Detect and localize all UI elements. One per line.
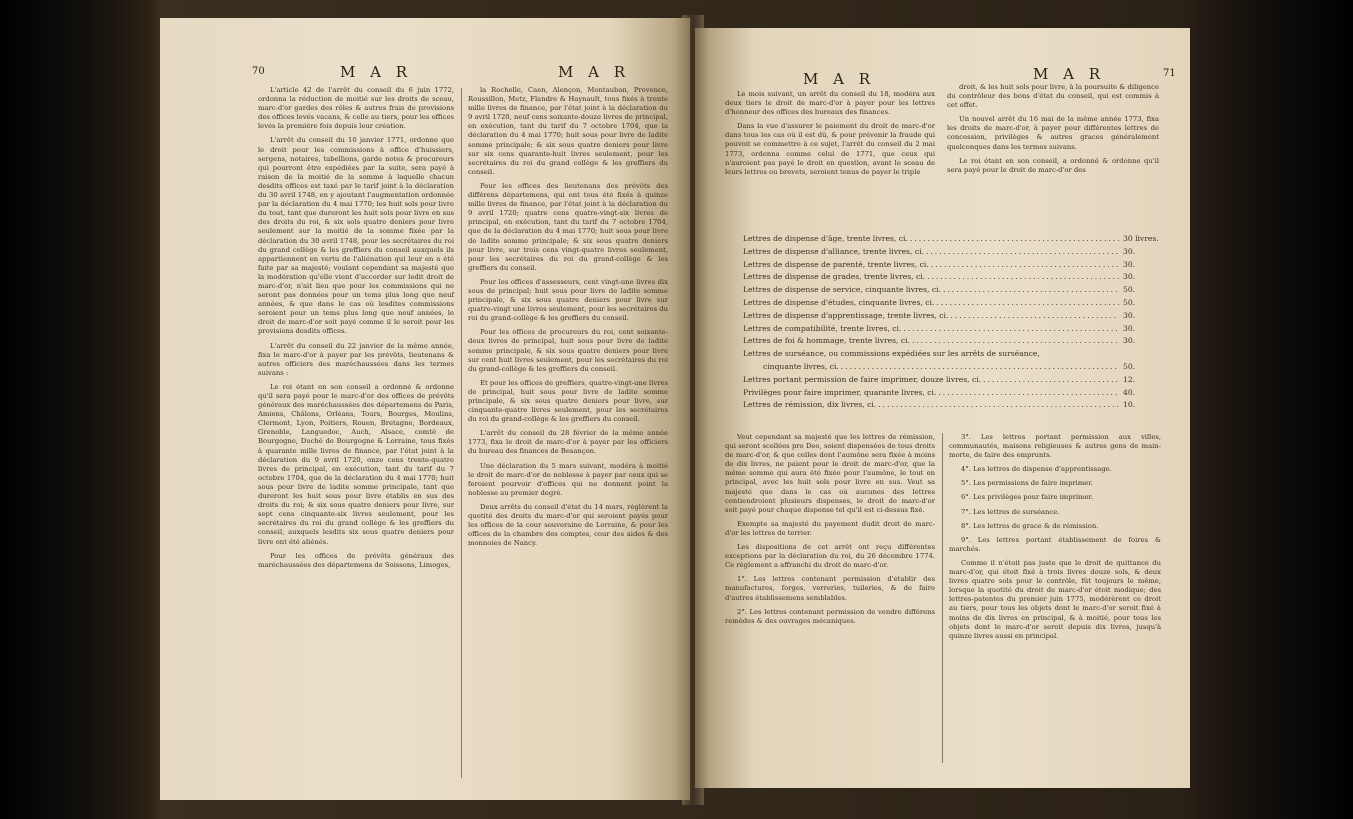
paragraph: Et pour les offices de greffiers, quatre-vingt-une livres de principal, huit sous pour livre de ladite somme principale, & six sous quatre deniers pour livre, sur cinquante-quatre livres seulement, pour les secrétaires du roi du grand-collège & les greffiers du conseil. [468, 378, 668, 424]
fee-table [743, 233, 1163, 412]
paragraph: L'arrêt du conseil du 10 janvier 1771, ordonne que le droit pour les commissions à office d'huissiers, sergens, notaires, tabellions, garde notes & procureurs qui pourront être expédiées par la suite, sera payé à raison de la moitié de la somme à laquelle chacun desdits offices est taxé par le tarif joint à la déclaration du 30 avril 1748, en y ajoutant l'augmentation ordonnée par la déclaration du 4 mai 1770; les huit sols pour livre du tout, tant que dureront les huit sols pour livre en sus des droits du roi, & six sols quatre deniers pour livre seulement sur la moitié de la somme fixée par la déclaration du 30 avril 1748, pour les secrétaires du roi du grand collège & les greffiers du conseil auxquels ils appartiennent en vertu de l'aliénation qui leur en a été faite par sa majesté; voulant cependant sa majesté que la modération qu'elle vient d'accorder sur ledit droit de marc-d'or, n'ait lieu que pour les commissions qui ne seront pas données pour un tems plus long que neuf années, & que dans le cas où lesdites commissions seroient pour un tems plus long que neuf années, le droit de marc-d'or soit payé comme il le seroit pour les provisions desdits offices. [258, 136, 454, 336]
paragraph: L'arrêt du conseil du 28 février de la même année 1773, fixa le droit de marc-d'or à payer par les officiers du bureau des finances de Besançon. [468, 429, 668, 456]
page-number: 71 [1163, 68, 1176, 79]
fee-value: 30. [1123, 323, 1136, 333]
paragraph: 7°. Les lettres de surséance. [961, 507, 1060, 516]
fee-label: Lettres de surséance, ou commissions expédiées sur les arrêts de surséance, [743, 349, 1040, 359]
fee-row [743, 310, 1163, 323]
fee-value: 50. [1123, 297, 1136, 307]
fee-value: 30. [1123, 310, 1136, 320]
fee-value: 10. [1123, 400, 1136, 410]
running-head: M A R [558, 63, 631, 81]
paragraph: Le mois suivant, un arrêt du conseil du 18, modéra aux deux tiers le droit de marc-d'or à payer pour les lettres d'honneur des offices des bureaux des finances. [725, 90, 935, 117]
paragraph: Dans la vue d'assurer le paiement du droit de marc-d'or dans tous les cas où il est dû, & pour prévenir la fraude qui pouvoit se commettre à ce sujet, l'arrêt du conseil du 2 mai 1773, ordonna comme celui de 1771, que ceux qui n'auroient pas payé le droit en question, avant le sceau de leurs lettres ou brevets, seroient tenus de payer le triple [725, 122, 935, 176]
paragraph: Exempte sa majesté du payement dudit droit de marc-d'or les lettres de terrier. [725, 519, 935, 537]
paragraph: Pour les offices d'assesseurs, cent vingt-une livres dix sous de principal; huit sous pour livre de ladite somme principale, & six sous quatre deniers pour livre sur quatre-vingt une livres seulement, pour les secrétaires du roi du grand-collège & les greffiers du conseil. [468, 277, 669, 323]
right-page [695, 28, 1190, 788]
fee-label: Lettres de foi & hommage, trente livres, ci [743, 336, 908, 346]
text-column [947, 83, 1159, 228]
fee-value: 30. [1123, 336, 1136, 346]
fee-value: 30 livres. [1123, 234, 1159, 243]
running-head: M A R [803, 70, 876, 88]
fee-label: Lettres de rémission, dix livres, ci [743, 400, 874, 410]
running-head: M A R [1033, 65, 1106, 83]
paragraph: Le roi étant en son conseil a ordonné & ordonne qu'il sera payé pour le marc-d'or des offices de prévôts généraux des maréchaussées des départemens de Paris, Amiens, Châlons, Orléans, Tours, Bourges, Moulins, Clermont, Lyon, Poitiers, Rouen, Bretagne, Bordeaux, Grenoble, Languedoc, Auch, Alsace, comté de Bourgogne, Duché de Bourgogne & Lorraine, tous fixés à quarante mille livres de finance, par l'état joint à la déclaration du 9 avril 1720, onze cens trente-quatre livres de principal, en exécution, tant du tarif du 7 octobre 1704, que de la déclaration du 4 mai 1770; huit sous pour livre de ladite somme principale, tant que dureront les huit sous pour livre établis en sus des droits du roi; & six sous quatre deniers pour livre, sur sept cens cinquante-six livres seulement, pour les secrétaires du roi du grand collège & les greffiers du conseil, auxquels lesdits six sous quatre deniers pour livre ont été aliénés. [258, 382, 454, 546]
paragraph: L'article 42 de l'arrêt du conseil du 6 juin 1772, ordonna la réduction de moitié sur les droits de sceau, marc-d'or gardes des rôles & autres frais de provisions des offices levés vacans, & celle au tiers, pour les offices levés la première fois depuis leur création. [258, 86, 454, 131]
fee-value: 30. [1123, 246, 1136, 256]
fee-label: Privilèges pour faire imprimer, quarante livres, ci [743, 387, 934, 397]
fee-row [743, 233, 1163, 246]
fee-label: Lettres de dispense de grades, trente livres, ci [743, 272, 923, 282]
fee-row [743, 387, 1163, 400]
fee-row [743, 374, 1163, 387]
fee-row [743, 297, 1163, 310]
fee-row [743, 271, 1163, 284]
fee-value: 40. [1123, 387, 1136, 397]
fee-label: Lettres de dispense d'apprentissage, trente livres, ci [743, 310, 946, 320]
paragraph: 4°. Les lettres de dispense d'apprentissage. [961, 465, 1112, 474]
paragraph: Comme il n'étoit pas juste que le droit de quittance du marc-d'or, qui étoit fixé à trois livres douze sols, & deux livres quatre sols pour le contrôle, fût toujours le même, lorsque la quotité du droit de marc-d'or étoit modique; des lettres-patentes du premier juin 1775, modérèrent ce droit au tiers, pour tous les objets dont le marc-d'or seroit fixé à moins de dix livres en principal, & à moitié, pour tous les objets dont le marc-d'or seroit depuis dix livres, jusqu'à quinze livres aussi en principal. [949, 558, 1161, 640]
page-number: 70 [252, 66, 265, 77]
text-column [468, 86, 668, 786]
fee-value: 30. [1123, 272, 1136, 282]
paragraph: Deux arrêts du conseil d'état du 14 mars, réglèrent la quotité des droits du marc-d'or qui seroient payés pour les offices de la cour souveraine de Lorraine, & pour les offices de la chambre des comptes, cour des aides & des monnoies de Nancy. [468, 502, 668, 548]
paragraph: 3°. Les lettres portant permission aux villes, communautés, maisons religieuses & autres gens de main-morte, de faire des emprunts. [949, 433, 1161, 460]
fee-row [743, 361, 1163, 374]
fee-label: Lettres portant permission de faire imprimer, douze livres, ci [743, 374, 979, 384]
fee-label: Lettres de dispense d'études, cinquante livres, ci [743, 297, 932, 307]
paragraph: Une déclaration du 5 mars suivant, modéra à moitié le droit de marc-d'or de noblesse à payer par ceux qui se feroient pourvoir d'offices qui ne donnent point la noblesse au premier degré. [468, 461, 668, 497]
fee-row [743, 259, 1163, 272]
fee-row [743, 284, 1163, 297]
paragraph: Pour les offices des lieutenans des prévôts des différens départemens, qui ont tous été fixés à quinze mille livres de finance, par l'état joint à la déclaration du 9 avril 1720; quatre cens quatre-vingt-six livres de principal, en exécution, tant du tarif du 7 octobre 1704, que de la déclaration du 4 mai 1770; huit sous pour livre de ladite somme principale; & six sous quatre deniers pour livre, sur trois cens vingt-quatre livres seulement, pour les secrétaires du roi du grand-collège & les greffiers du conseil. [468, 181, 668, 272]
running-head: M A R [340, 63, 413, 81]
paragraph: la Rochelle, Caen, Alençon, Montauban, Provence, Roussillon, Metz, Flandre & Haynault, tous fixés à trente mille livres de finance, par l'état joint à la déclaration du 9 avril 1720, neuf cens soixante-douze livres de principal, en exécution, tant du tarif du 7 octobre 1704, que la déclaration du 4 mai 1770; huit sous pour livre de ladite somme principale; & six sous quatre deniers pour livre sur six cens quarante-huit livres seulement, pour les secrétaires du roi du grand collège & les greffiers du conseil. [468, 86, 668, 176]
fee-label: Lettres de dispense de service, cinquante livres, ci [743, 285, 939, 295]
paragraph: L'arrêt du conseil du 22 janvier de la même année, fixa le marc-d'or à payer par les prévôts, lieutenans & autres officiers des maréchaussées dans les termes suivans : [258, 341, 454, 377]
fee-row [743, 335, 1163, 348]
paragraph: Pour les offices de prévôts généraux des maréchaussées des départemens de Soissons, Limoges, [258, 551, 454, 569]
fee-value: 12. [1123, 374, 1136, 384]
text-column [949, 433, 1161, 773]
text-column [725, 433, 935, 773]
paragraph: Un nouvel arrêt du 16 mai de la même année 1773, fixa les droits de marc-d'or, à payer pour différentes lettres de concession, privilèges & autres graces généralement quelconques dans les termes suivans. [947, 115, 1159, 151]
text-column [725, 90, 935, 230]
fee-label: cinquante livres, ci [763, 361, 837, 371]
fee-row [743, 348, 1163, 361]
fee-label: Lettres de dispense d'âge, trente livres, ci [743, 234, 906, 243]
left-page [160, 18, 690, 800]
fee-value: 50. [1123, 361, 1136, 371]
paragraph: Pour les offices de procureurs du roi, cent soixante-deux livres de principal, huit sous pour livre de ladite somme principale, & six sous quatre deniers pour livre sur cent huit livres seulement, pour les secrétaires du roi du grand-collège & les greffiers du conseil. [468, 328, 668, 373]
paragraph: 5°. Les permissions de faire imprimer. [961, 479, 1093, 488]
paragraph: Veut cependant sa majesté que les lettres de rémission, qui seront scellées pro Deo, soient dispensées de tous droits de marc-d'or, & que celles dont l'aumône sera fixée à moins de dix livres, ne paient pour le droit de marc-d'or, que la même somme qui aura été fixée pour l'aumône, le tout en principal, avec les huit sols pour livre en sus. Veut sa majesté que dans le cas où aucunes des lettres contiendroient plusieurs dispenses, le droit de marc-d'or soit payé pour chaque dispense tel qu'il est ci-dessus fixé. [725, 433, 935, 514]
fee-label: Lettres de dispense de parenté, trente livres, ci [743, 259, 927, 269]
column-rule [461, 88, 462, 778]
paragraph: 1°. Les lettres contenant permission d'établir des manufactures, forges, verreries, tuileries, & de faire d'autres établissemens semblables. [725, 575, 935, 602]
paragraph: 9°. Les lettres portant établissement de foires & marchés. [949, 535, 1161, 553]
fee-value: 50. [1123, 285, 1136, 295]
paragraph: 8°. Les lettres de grace & de rémission. [961, 521, 1099, 530]
fee-row [743, 246, 1163, 259]
fee-row [743, 399, 1163, 412]
fee-label: Lettres de dispense d'alliance, trente livres, ci [743, 246, 922, 256]
paragraph: 6°. Les privilèges pour faire imprimer. [961, 493, 1094, 502]
fee-value: 30. [1123, 259, 1136, 269]
fee-label: Lettres de compatibilité, trente livres, ci [743, 323, 899, 333]
paragraph: Les dispositions de cet arrêt ont reçu différentes exceptions par la déclaration du roi, du 26 décembre 1774. Ce règlement a affranchi du droit de marc-d'or. [725, 543, 935, 570]
paragraph: 2°. Les lettres contenant permission de vendre différens remèdes & des ouvrages mécaniques. [725, 607, 935, 625]
column-rule [942, 433, 943, 763]
paragraph: droit, & les huit sols pour livre, à la poursuite & diligence du contrôleur des bons d'état du conseil, qui est commis à cet effet. [947, 83, 1159, 110]
text-column [258, 86, 454, 786]
fee-row [743, 323, 1163, 336]
paragraph: Le roi étant en son conseil, a ordonné & ordonne qu'il sera payé pour le droit de marc-d'or des [947, 156, 1159, 174]
